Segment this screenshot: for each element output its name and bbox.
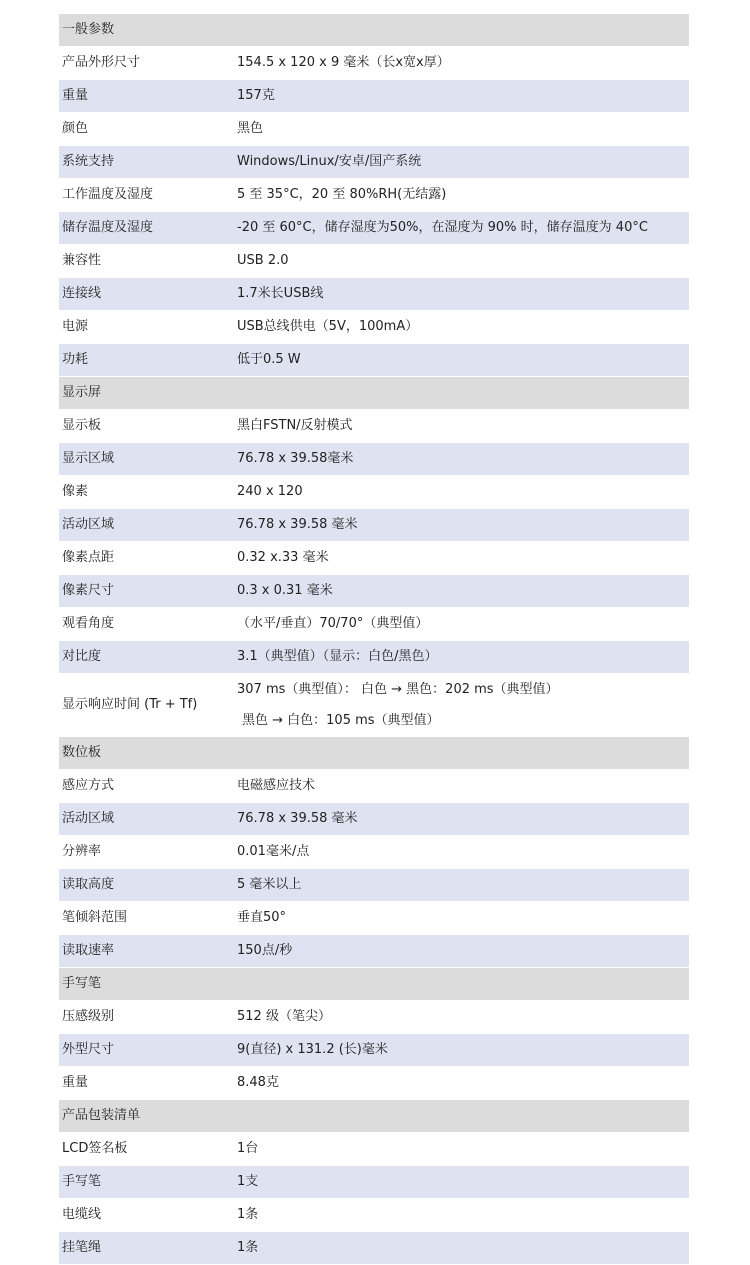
table-row [59, 179, 689, 212]
spec-label: 像素 [59, 476, 234, 509]
spec-label: 连接线 [59, 278, 234, 311]
spec-label: 电源 [59, 311, 234, 344]
spec-label: 系统支持 [59, 146, 234, 179]
spec-value: 5 毫米以上 [234, 869, 689, 902]
table-row [59, 311, 689, 344]
spec-value: 5 至 35°C，20 至 80%RH(无结露) [234, 179, 689, 212]
section-title: 显示屏 [59, 377, 689, 410]
table-row [59, 245, 689, 278]
table-row [59, 1133, 689, 1166]
spec-value: 垂直50° [234, 902, 689, 935]
table-row [59, 1166, 689, 1199]
spec-label: 显示响应时间 (Tr + Tf) [59, 674, 234, 737]
spec-label: 对比度 [59, 641, 234, 674]
spec-value: 157克 [234, 80, 689, 113]
section-title: 产品包装清单 [59, 1100, 689, 1133]
table-row [59, 476, 689, 509]
table-row [59, 212, 689, 245]
spec-value: 76.78 x 39.58 毫米 [234, 509, 689, 542]
spec-value-line: 黑色 → 白色：105 ms（典型值） [242, 713, 440, 728]
spec-table [59, 14, 689, 1265]
spec-label: 显示板 [59, 410, 234, 443]
spec-value: 0.32 x.33 毫米 [234, 542, 689, 575]
spec-value: （水平/垂直）70/70°（典型值） [234, 608, 689, 641]
spec-value: 154.5 x 120 x 9 毫米（长x宽x厚） [234, 47, 689, 80]
table-row [59, 443, 689, 476]
spec-value: USB总线供电（5V，100mA） [234, 311, 689, 344]
spec-label: 活动区域 [59, 509, 234, 542]
spec-value: -20 至 60°C，储存湿度为50%，在湿度为 90% 时，储存温度为 40°C [234, 212, 689, 245]
table-row [59, 803, 689, 836]
spec-value: 0.01毫米/点 [234, 836, 689, 869]
table-row [59, 278, 689, 311]
spec-label: 分辨率 [59, 836, 234, 869]
spec-label: 压感级别 [59, 1001, 234, 1034]
spec-value: 76.78 x 39.58 毫米 [234, 803, 689, 836]
spec-value: 1.7米长USB线 [234, 278, 689, 311]
spec-label: 产品外形尺寸 [59, 47, 234, 80]
section-header-row [59, 14, 689, 47]
spec-label: 观看角度 [59, 608, 234, 641]
spec-value: Windows/Linux/安卓/国产系统 [234, 146, 689, 179]
spec-table-body [59, 14, 689, 1265]
table-row [59, 608, 689, 641]
section-header-row [59, 737, 689, 770]
spec-value: 240 x 120 [234, 476, 689, 509]
spec-label: 读取高度 [59, 869, 234, 902]
spec-label: 显示区域 [59, 443, 234, 476]
spec-value: 150点/秒 [234, 935, 689, 968]
spec-value: 8.48克 [234, 1067, 689, 1100]
table-row [59, 47, 689, 80]
table-row [59, 1232, 689, 1265]
spec-value: 9(直径) x 131.2 (长)毫米 [234, 1034, 689, 1067]
spec-value: 1条 [234, 1199, 689, 1232]
spec-label: 颜色 [59, 113, 234, 146]
spec-label: 功耗 [59, 344, 234, 377]
spec-value: 黑色 [234, 113, 689, 146]
section-title: 手写笔 [59, 968, 689, 1001]
spec-label: 外型尺寸 [59, 1034, 234, 1067]
table-row [59, 1001, 689, 1034]
table-row [59, 869, 689, 902]
spec-value [234, 674, 689, 737]
spec-label: 读取速率 [59, 935, 234, 968]
table-row [59, 113, 689, 146]
section-header-row [59, 377, 689, 410]
table-row [59, 344, 689, 377]
section-title: 数位板 [59, 737, 689, 770]
table-row [59, 410, 689, 443]
table-row [59, 80, 689, 113]
section-title: 一般参数 [59, 14, 689, 47]
spec-value: 1条 [234, 1232, 689, 1265]
spec-label: 感应方式 [59, 770, 234, 803]
table-row [59, 935, 689, 968]
spec-label: 储存温度及湿度 [59, 212, 234, 245]
spec-label: 挂笔绳 [59, 1232, 234, 1265]
spec-label: 像素点距 [59, 542, 234, 575]
table-row [59, 902, 689, 935]
spec-value-line: 307 ms（典型值）： 白色 → 黑色：202 ms（典型值） [237, 682, 559, 697]
spec-label: LCD签名板 [59, 1133, 234, 1166]
spec-label: 像素尺寸 [59, 575, 234, 608]
spec-value: 0.3 x 0.31 毫米 [234, 575, 689, 608]
spec-value: 1支 [234, 1166, 689, 1199]
spec-label: 工作温度及湿度 [59, 179, 234, 212]
table-row [59, 542, 689, 575]
spec-label: 活动区域 [59, 803, 234, 836]
table-row [59, 641, 689, 674]
spec-value: 512 级（笔尖） [234, 1001, 689, 1034]
spec-value: 3.1（典型值）（显示：白色/黑色） [234, 641, 689, 674]
spec-label: 手写笔 [59, 1166, 234, 1199]
spec-label: 笔倾斜范围 [59, 902, 234, 935]
spec-label: 电缆线 [59, 1199, 234, 1232]
spec-value: USB 2.0 [234, 245, 689, 278]
spec-label: 重量 [59, 1067, 234, 1100]
table-row [59, 1034, 689, 1067]
section-header-row [59, 1100, 689, 1133]
table-row [59, 770, 689, 803]
table-row [59, 674, 689, 737]
spec-value: 1台 [234, 1133, 689, 1166]
table-row [59, 509, 689, 542]
table-row [59, 575, 689, 608]
section-header-row [59, 968, 689, 1001]
spec-value: 电磁感应技术 [234, 770, 689, 803]
spec-value: 黑白FSTN/反射模式 [234, 410, 689, 443]
table-row [59, 146, 689, 179]
table-row [59, 1199, 689, 1232]
spec-value: 低于0.5 W [234, 344, 689, 377]
spec-label: 重量 [59, 80, 234, 113]
table-row [59, 1067, 689, 1100]
spec-value: 76.78 x 39.58毫米 [234, 443, 689, 476]
table-row [59, 836, 689, 869]
spec-label: 兼容性 [59, 245, 234, 278]
